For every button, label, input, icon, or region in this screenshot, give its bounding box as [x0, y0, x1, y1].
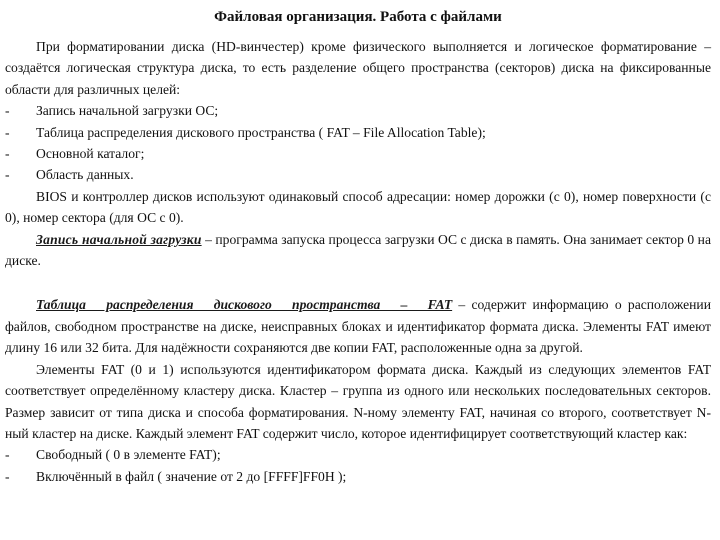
list-item-text: Включённый в файл ( значение от 2 до [FFFF]FF0H ); — [36, 468, 347, 484]
list-item — [5, 143, 711, 164]
list-dash: - — [5, 146, 10, 162]
list-item — [5, 100, 711, 121]
list-item — [5, 466, 711, 487]
fat-elements-paragraph: Элементы FAT (0 и 1) используются идентификатором формата диска. Каждый из следующих элементов FAT соответствует определённому кластеру диска. Кластер – группа из одного или нескольких последовательных секторов. Размер зависит от типа диска и способа форматирования. N-ному элементу FAT, начиная со второго, соответствует N-ный кластер на диске. Каждый элемент FAT содержит число, которое идентифицирует соответствующий кластер как: — [5, 361, 711, 441]
list-dash: - — [5, 468, 10, 484]
boot-record-term: Запись начальной загрузки — [36, 231, 202, 247]
list-item-text: Область данных. — [36, 167, 134, 183]
list-item — [5, 444, 711, 465]
list-item — [5, 122, 711, 143]
list-item — [5, 164, 711, 185]
list-item-text: Свободный ( 0 в элементе FAT); — [36, 447, 221, 463]
fat-definition: – содержит информацию о расположении файлов, свободном пространстве на диске, неисправных блоках и идентификатор формата диска. Элементы FAT имеют длину 16 или 32 бита. Для надёжности сохраняются две копии FAT, расположенные одна за другой. — [5, 297, 711, 356]
list-dash: - — [5, 103, 10, 119]
paragraph-gap — [5, 271, 711, 294]
boot-record-paragraph — [5, 229, 711, 272]
bios-paragraph: BIOS и контроллер дисков используют одинаковый способ адресации: номер дорожки (с 0), номер поверхности (с 0), номер сектора (для ОС с 0). — [5, 188, 711, 226]
list-item-text: Таблица распределения дискового пространства ( FAT – File Allocation Table); — [36, 124, 486, 140]
fat-term: Таблица распределения дискового пространства – FAT — [36, 297, 453, 313]
list-item-text: Основной каталог; — [36, 146, 145, 162]
list-dash: - — [5, 167, 10, 183]
list-dash: - — [5, 447, 10, 463]
page-title: Файловая организация. Работа с файлами — [214, 9, 502, 25]
fat-paragraph — [5, 294, 711, 358]
list-item-text: Запись начальной загрузки ОС; — [36, 103, 219, 119]
list-dash: - — [5, 124, 10, 140]
boot-record-definition: – программа запуска процесса загрузки ОС с диска в память. Она занимает сектор 0 на диске. — [5, 231, 711, 269]
intro-paragraph: При форматировании диска (HD-винчестер) кроме физического выполняется и логическое форматирование – создаётся логическая структура диска, то есть разделение общего пространства (секторов) диска на фиксированные области для различных целей: — [5, 39, 711, 97]
